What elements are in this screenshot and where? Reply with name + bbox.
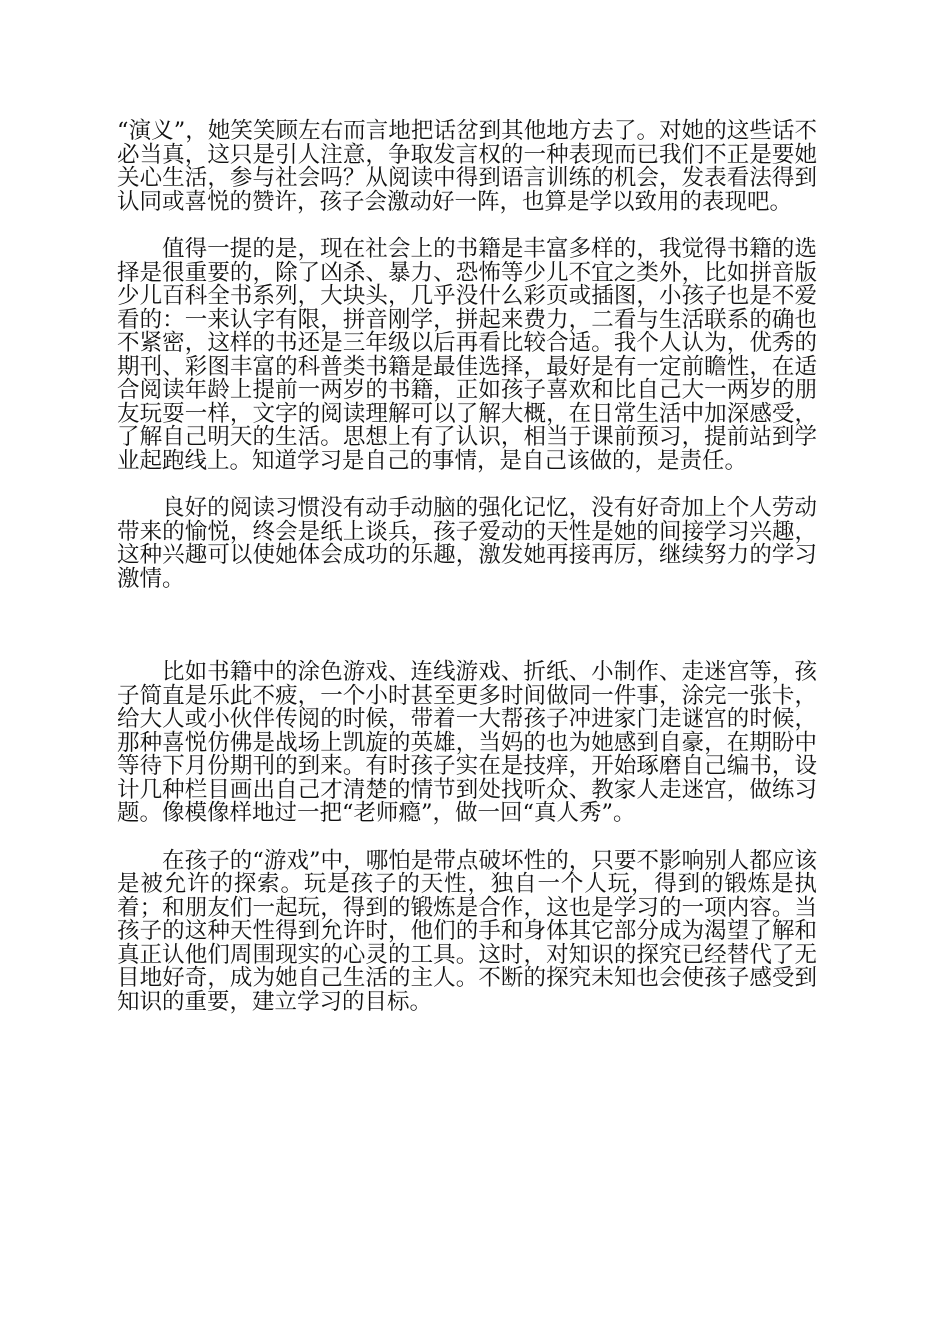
paragraph-4: 比如书籍中的涂色游戏、连线游戏、折纸、小制作、走迷宫等，孩子简直是乐此不疲，一个小时甚至更多时间做同一件事，涂完一张卡，给大人或小伙伴传阅的时候，带着一大帮孩子冲进家门走谜宫的时候，那种喜悦仿佛是战场上凯旋的英雄，当妈的也为她感到自豪，在期盼中等待下月份期刊的到来。有时孩子实在是技痒，开始琢磨自己编书，设计几种栏目画出自己才清楚的情节到处找听众、教家人走迷宫，做练习题。像模像样地过一把“老师瘾”，做一回“真人秀”。 (117, 659, 817, 826)
document-body (117, 120, 817, 1014)
paragraph-3: 良好的阅读习惯没有动手动脑的强化记忆，没有好奇加上个人劳动带来的愉悦，终会是纸上谈兵，孩子爱动的天性是她的间接学习兴趣，这种兴趣可以使她体会成功的乐趣，激发她再接再厉，继续努力的学习激情。 (117, 495, 817, 592)
paragraph-2: 值得一提的是，现在社会上的书籍是丰富多样的，我觉得书籍的选择是很重要的，除了凶杀、暴力、恐怖等少儿不宜之类外，比如拼音版少儿百科全书系列，大块头，几乎没什么彩页或插图，小孩子也是不爱看的：一来认字有限，拼音刚学，拼起来费力，二看与生活联系的确也不紧密，这样的书还是三年级以后再看比较合适。我个人认为，优秀的期刊、彩图丰富的科普类书籍是最佳选择，最好是有一定前瞻性，在适合阅读年龄上提前一两岁的书籍，正如孩子喜欢和比自己大一两岁的朋友玩耍一样，文字的阅读理解可以了解大概，在日常生活中加深感受，了解自己明天的生活。思想上有了认识，相当于课前预习，提前站到学业起跑线上。知道学习是自己的事情，是自己该做的，是责任。 (117, 236, 817, 474)
paragraph-5: 在孩子的“游戏”中，哪怕是带点破坏性的，只要不影响别人都应该是被允许的探索。玩是孩子的天性，独自一个人玩，得到的锻炼是执着；和朋友们一起玩，得到的锻炼是合作，这也是学习的一项内容。当孩子的这种天性得到允许时，他们的手和身体其它部分成为渴望了解和真正认他们周围现实的心灵的工具。这时，对知识的探究已经替代了无目地好奇，成为她自己生活的主人。不断的探究未知也会使孩子感受到知识的重要，建立学习的目标。 (117, 847, 817, 1015)
paragraph-1: “演义”，她笑笑顾左右而言地把话岔到其他地方去了。对她的这些话不必当真，这只是引人注意，争取发言权的一种表现而已我们不正是要她关心生活，参与社会吗？从阅读中得到语言训练的机会，发表看法得到认同或喜悦的赞许，孩子会激动好一阵，也算是学以致用的表现吧。 (117, 118, 817, 215)
